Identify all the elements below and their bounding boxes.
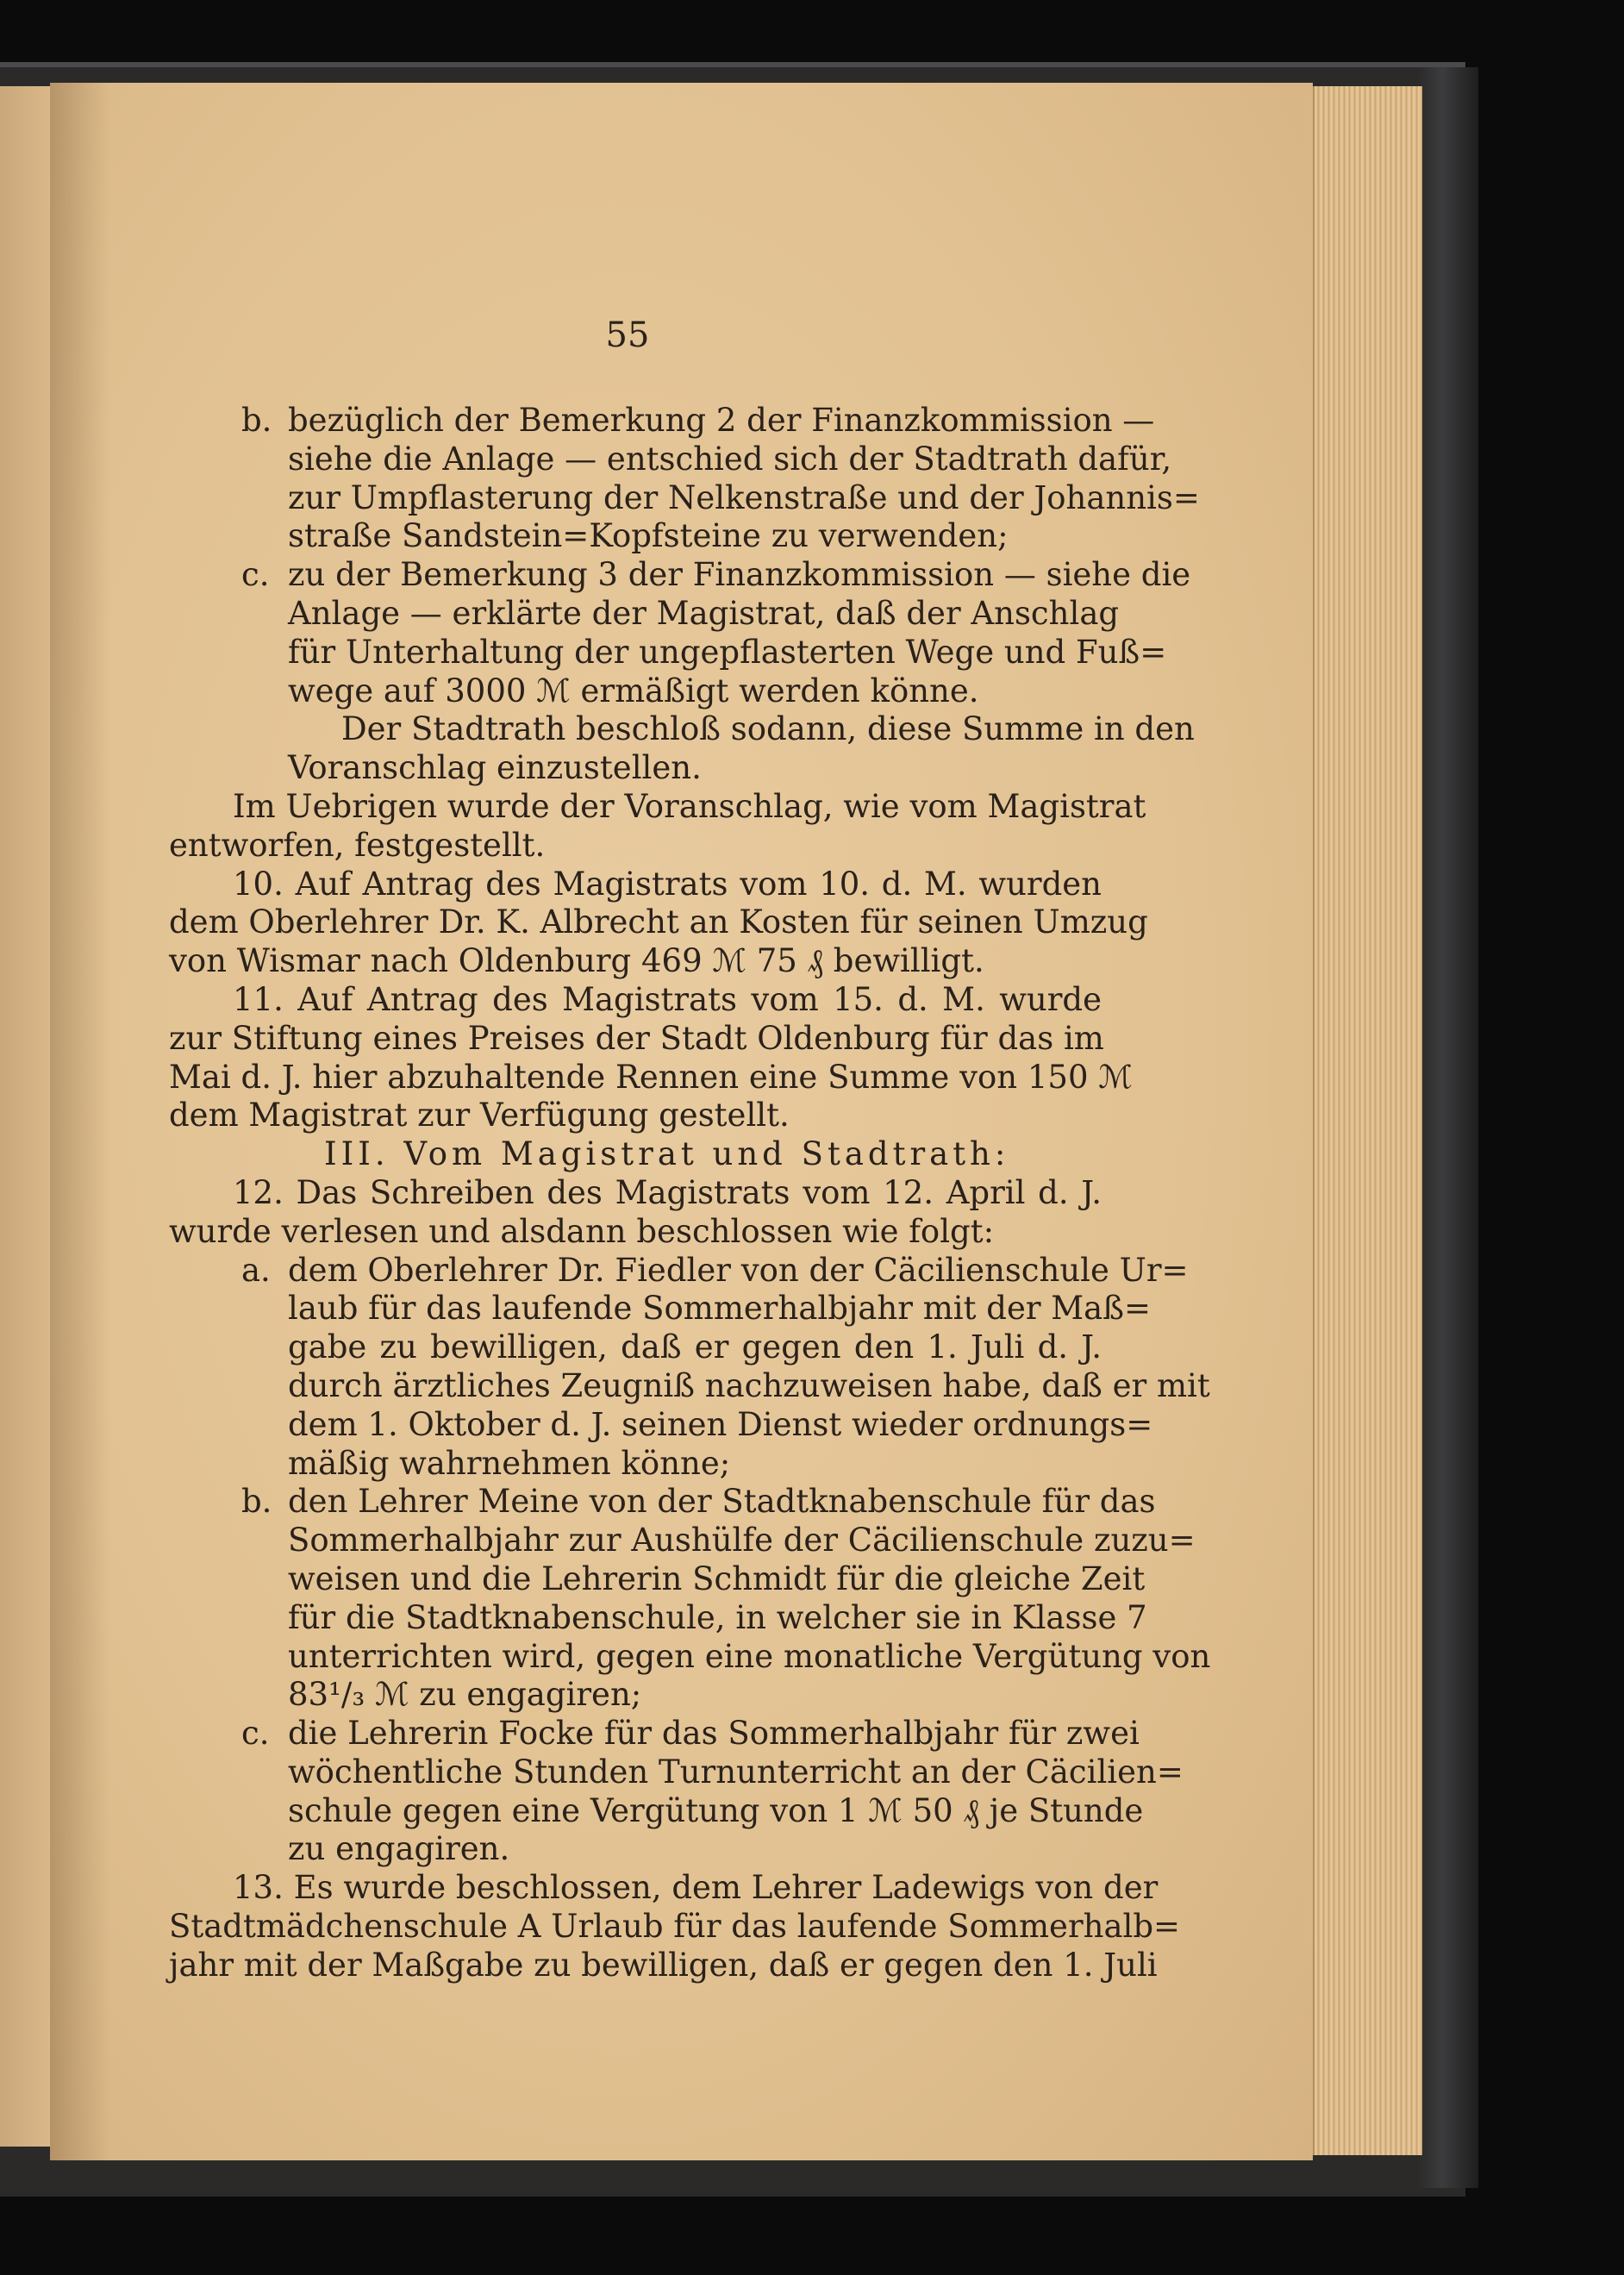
- text-line: [169, 1791, 1144, 1831]
- item-marker: c.: [241, 1715, 270, 1753]
- book-page: [50, 83, 1313, 2160]
- text-line: [169, 1213, 1102, 1252]
- text-line: [169, 1559, 1146, 1599]
- line-text: Stadtmädchenschule A Urlaub für das laufende Sommerhalb=: [169, 1908, 1181, 1946]
- line-text: gabe zu bewilligen, daß er gegen den 1. Juli d. J.: [288, 1328, 1102, 1366]
- line-text: dem Oberlehrer Dr. Fiedler von der Cäcilienschule Ur=: [288, 1251, 1189, 1289]
- line-text: Voranschlag einzustellen.: [288, 749, 702, 787]
- line-text: weisen und die Lehrerin Schmidt für die gleiche Zeit: [288, 1559, 1146, 1597]
- text-line: [169, 1445, 1102, 1484]
- line-text: 13. Es wurde beschlossen, dem Lehrer Ladewigs von der: [233, 1869, 1159, 1907]
- page-gutter-shadow: [50, 83, 110, 2160]
- text-line: [169, 1483, 1156, 1522]
- line-text: von Wismar nach Oldenburg 469 ℳ 75 ₰ bewilligt.: [169, 942, 984, 980]
- item-marker: b.: [241, 402, 272, 439]
- text-line: [169, 1366, 1210, 1406]
- line-text: bezüglich der Bemerkung 2 der Finanzkommission —: [288, 402, 1155, 439]
- line-text: straße Sandstein=Kopfsteine zu verwenden;: [288, 517, 1009, 555]
- line-text: entworfen, festgestellt.: [169, 826, 546, 864]
- text-line: [169, 478, 1200, 518]
- text-line: [169, 1251, 1189, 1291]
- line-text: zur Umpflasterung der Nelkenstraße und der Johannis=: [288, 478, 1200, 516]
- text-line: [169, 942, 1102, 981]
- line-text: wurde verlesen und alsdann beschlossen wie folgt:: [169, 1212, 995, 1250]
- text-line: [169, 1405, 1153, 1445]
- facing-page-edge: [0, 86, 52, 2147]
- text-line: [169, 1715, 1140, 1753]
- text-line: [169, 1946, 1158, 1985]
- text-line: [169, 440, 1172, 479]
- text-line: [169, 981, 1102, 1020]
- text-line: [169, 672, 1102, 711]
- line-text: schule gegen eine Vergütung von 1 ℳ 50 ₰ je Stunde: [288, 1791, 1144, 1829]
- text-line: [169, 1058, 1133, 1097]
- text-line: [169, 1830, 1102, 1869]
- line-text: Mai d. J. hier abzuhaltende Rennen eine Summe von 150 ℳ: [169, 1058, 1133, 1096]
- text-line: [169, 903, 1148, 942]
- text-line: [169, 1290, 1151, 1328]
- text-line: [169, 1908, 1181, 1947]
- text-line: [169, 1097, 1102, 1135]
- line-text: wöchentliche Stunden Turnunterricht an der Cäcilien=: [288, 1753, 1184, 1791]
- book-cover-edge: [1418, 67, 1478, 2188]
- line-text: durch ärztliches Zeugniß nachzuweisen habe, daß er mit: [288, 1366, 1210, 1404]
- line-text: Anlage — erklärte der Magistrat, daß der Anschlag: [288, 594, 1120, 632]
- page-block-edges: [1313, 86, 1422, 2155]
- text-line: [169, 1676, 1102, 1715]
- text-line: [169, 1135, 1102, 1174]
- text-line: [169, 517, 1102, 556]
- text-line: [169, 827, 1102, 866]
- text-line: [169, 749, 1102, 788]
- line-text: zu engagiren.: [288, 1830, 510, 1868]
- page-number: 55: [605, 316, 650, 355]
- line-text: Sommerhalbjahr zur Aushülfe der Cäcilienschule zuzu=: [288, 1522, 1196, 1559]
- text-line: [169, 1637, 1211, 1677]
- text-line: [169, 633, 1167, 672]
- line-text: 10. Auf Antrag des Magistrats vom 10. d. M. wurden: [233, 865, 1102, 903]
- line-text: siehe die Anlage — entschied sich der Stadtrath dafür,: [288, 440, 1172, 478]
- item-marker: c.: [241, 556, 270, 594]
- line-text: zu der Bemerkung 3 der Finanzkommission — siehe die: [288, 556, 1191, 594]
- line-text: für die Stadtknabenschule, in welcher sie in Klasse 7: [288, 1598, 1147, 1636]
- line-text: mäßig wahrnehmen könne;: [288, 1444, 731, 1482]
- text-line: [169, 556, 1191, 595]
- text-line: [169, 1174, 1102, 1213]
- line-text: dem 1. Oktober d. J. seinen Dienst wieder ordnungs=: [288, 1405, 1153, 1443]
- line-text: 11. Auf Antrag des Magistrats vom 15. d. M. wurde: [233, 980, 1102, 1018]
- line-text: Im Uebrigen wurde der Voranschlag, wie vom Magistrat: [233, 787, 1146, 825]
- line-text: dem Magistrat zur Verfügung gestellt.: [169, 1097, 790, 1134]
- line-text: wege auf 3000 ℳ ermäßigt werden könne.: [288, 672, 979, 709]
- text-line: [169, 1328, 1102, 1367]
- line-text: unterrichten wird, gegen eine monatliche Vergütung von: [288, 1637, 1211, 1675]
- line-text: den Lehrer Meine von der Stadtknabenschule für das: [288, 1483, 1156, 1521]
- line-text: Der Stadtrath beschloß sodann, diese Summe in den: [341, 710, 1195, 748]
- text-line: [169, 1753, 1184, 1792]
- line-text: dem Oberlehrer Dr. K. Albrecht an Kosten für seinen Umzug: [169, 903, 1148, 941]
- text-line: [169, 1522, 1196, 1560]
- line-text: 83¹/₃ ℳ zu engagiren;: [288, 1676, 642, 1714]
- line-text: zur Stiftung eines Preises der Stadt Oldenburg für das im: [169, 1019, 1104, 1057]
- page-text: [169, 402, 1211, 1985]
- text-line: [169, 866, 1102, 904]
- text-line: [169, 1598, 1147, 1638]
- text-line: [169, 594, 1120, 634]
- text-line: [169, 1869, 1159, 1908]
- text-line: [169, 710, 1195, 749]
- item-marker: a.: [241, 1251, 271, 1289]
- text-line: [169, 787, 1146, 827]
- line-text: die Lehrerin Focke für das Sommerhalbjahr für zwei: [288, 1715, 1140, 1753]
- text-line: [169, 402, 1155, 441]
- line-text: III. Vom Magistrat und Stadtrath:: [324, 1135, 1010, 1173]
- line-text: laub für das laufende Sommerhalbjahr mit der Maß=: [288, 1290, 1151, 1328]
- line-text: für Unterhaltung der ungepflasterten Wege und Fuß=: [288, 633, 1167, 671]
- item-marker: b.: [241, 1483, 272, 1521]
- line-text: 12. Das Schreiben des Magistrats vom 12. April d. J.: [233, 1173, 1102, 1211]
- text-line: [169, 1020, 1102, 1059]
- line-text: jahr mit der Maßgabe zu bewilligen, daß er gegen den 1. Juli: [169, 1946, 1158, 1984]
